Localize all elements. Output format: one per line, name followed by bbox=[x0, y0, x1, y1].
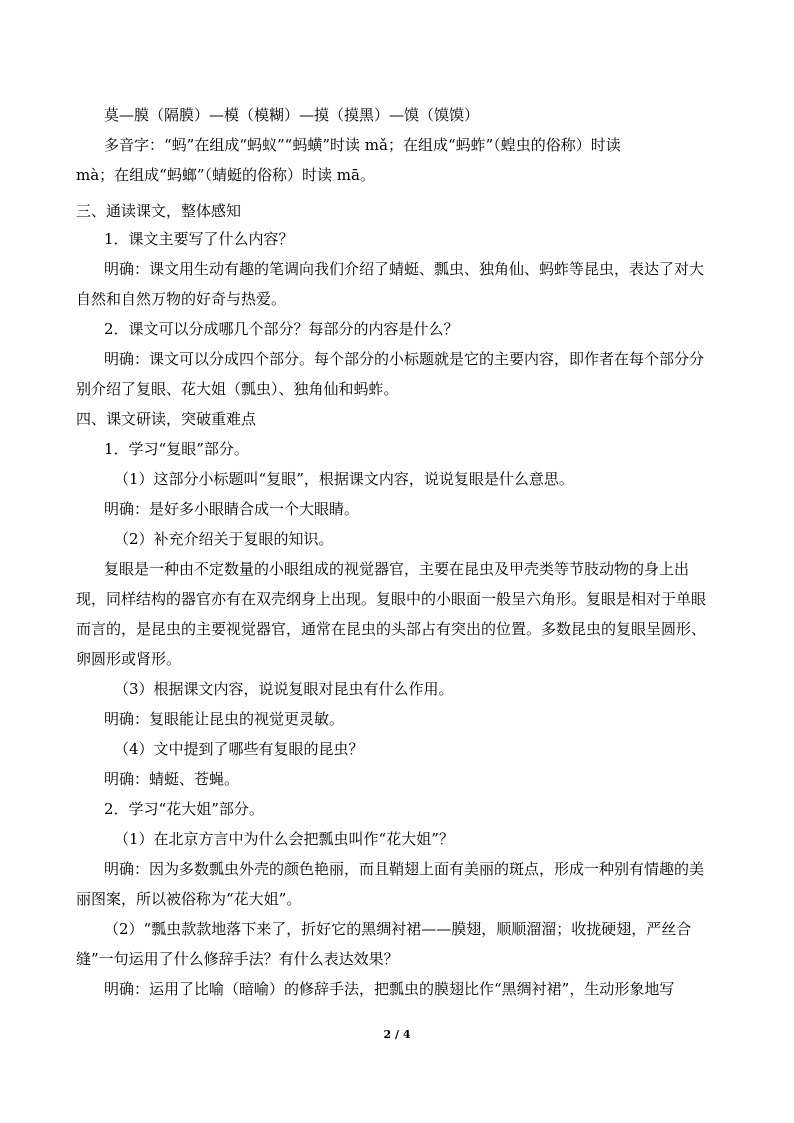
section-heading-3: 三、通读课文，整体感知 bbox=[76, 202, 242, 220]
ladybug-q1: （1）在北京方言中为什么会把瓢虫叫作“花大姐”？ bbox=[114, 830, 454, 848]
compound-eye-knowledge: 复眼是一种由不定数量的小眼组成的视觉器官，主要在昆虫及甲壳类等节肢动物的身上出现，同样结构的器官亦有在双壳纲身上出现。复眼中的小眼面一般呈六角形。复眼是相对于单眼而言的，是昆虫的主要视觉器官，通常在昆虫的头部占有突出的位置。多数昆虫的复眼呈圆形、卵圆形或肾形。 bbox=[76, 560, 707, 668]
subsection-compound-eye: 1．学习“复眼”部分。 bbox=[104, 440, 249, 458]
page-number: 2 / 4 bbox=[383, 1028, 411, 1041]
ladybug-a1: 明确：因为多数瓢虫外壳的颜色艳丽，而且鞘翅上面有美丽的斑点，形成一种别有情趣的美丽图案，所以被俗称为“花大姐”。 bbox=[76, 860, 705, 908]
compound-eye-q3: （3）根据课文内容，说说复眼对昆虫有什么作用。 bbox=[114, 680, 454, 698]
compound-eye-a3: 明确：复眼能让昆虫的视觉更灵敏。 bbox=[104, 710, 345, 728]
compound-eye-a1: 明确：是好多小眼睛合成一个大眼睛。 bbox=[104, 500, 360, 518]
ladybug-a2: 明确：运用了比喻（暗喻）的修辞手法，把瓢虫的膜翅比作“黑绸衬裙”，生动形象地写 bbox=[104, 980, 675, 998]
compound-eye-q4: （4）文中提到了哪些有复眼的昆虫？ bbox=[114, 740, 364, 758]
document-body bbox=[76, 100, 716, 1004]
compound-eye-q1: （1）这部分小标题叫“复眼”，根据课文内容，说说复眼是什么意思。 bbox=[114, 470, 574, 488]
word-family-line: 莫—膜（隔膜）—模（模糊）—摸（摸黑）—馍（馍馍） bbox=[104, 106, 480, 124]
question-2: 2．课文可以分成哪几个部分？每部分的内容是什么？ bbox=[104, 320, 459, 338]
answer-1: 明确：课文用生动有趣的笔调向我们介绍了蜻蜓、瓢虫、独角仙、蚂蚱等昆虫，表达了对大自然和自然万物的好奇与热爱。 bbox=[76, 260, 705, 308]
ladybug-q2: （2）“瓢虫款款地落下来了，折好它的黑绸衬裙——膜翅，顺顺溜溜；收拢硬翅，严丝合缝”一句运用了什么修辞手法？有什么表达效果？ bbox=[76, 920, 692, 968]
question-1: 1．课文主要写了什么内容？ bbox=[104, 230, 294, 248]
subsection-ladybug: 2．学习“花大姐”部分。 bbox=[104, 800, 264, 818]
answer-2: 明确：课文可以分成四个部分。每个部分的小标题就是它的主要内容，即作者在每个部分分别介绍了复眼、花大姐（瓢虫）、独角仙和蚂蚱。 bbox=[76, 350, 705, 398]
section-heading-4: 四、课文研读，突破重难点 bbox=[76, 410, 257, 428]
polyphone-note-cont: mà；在组成“蚂螂”（蜻蜓的俗称）时读 mā。 bbox=[76, 166, 375, 184]
polyphone-note: 多音字：“蚂”在组成“蚂蚁”“蚂蟥”时读 mǎ；在组成“蚂蚱”（蝗虫的俗称）时读 bbox=[104, 136, 621, 154]
compound-eye-q2: （2）补充介绍关于复眼的知识。 bbox=[114, 530, 334, 548]
compound-eye-a4: 明确：蜻蜓、苍蝇。 bbox=[104, 770, 240, 788]
